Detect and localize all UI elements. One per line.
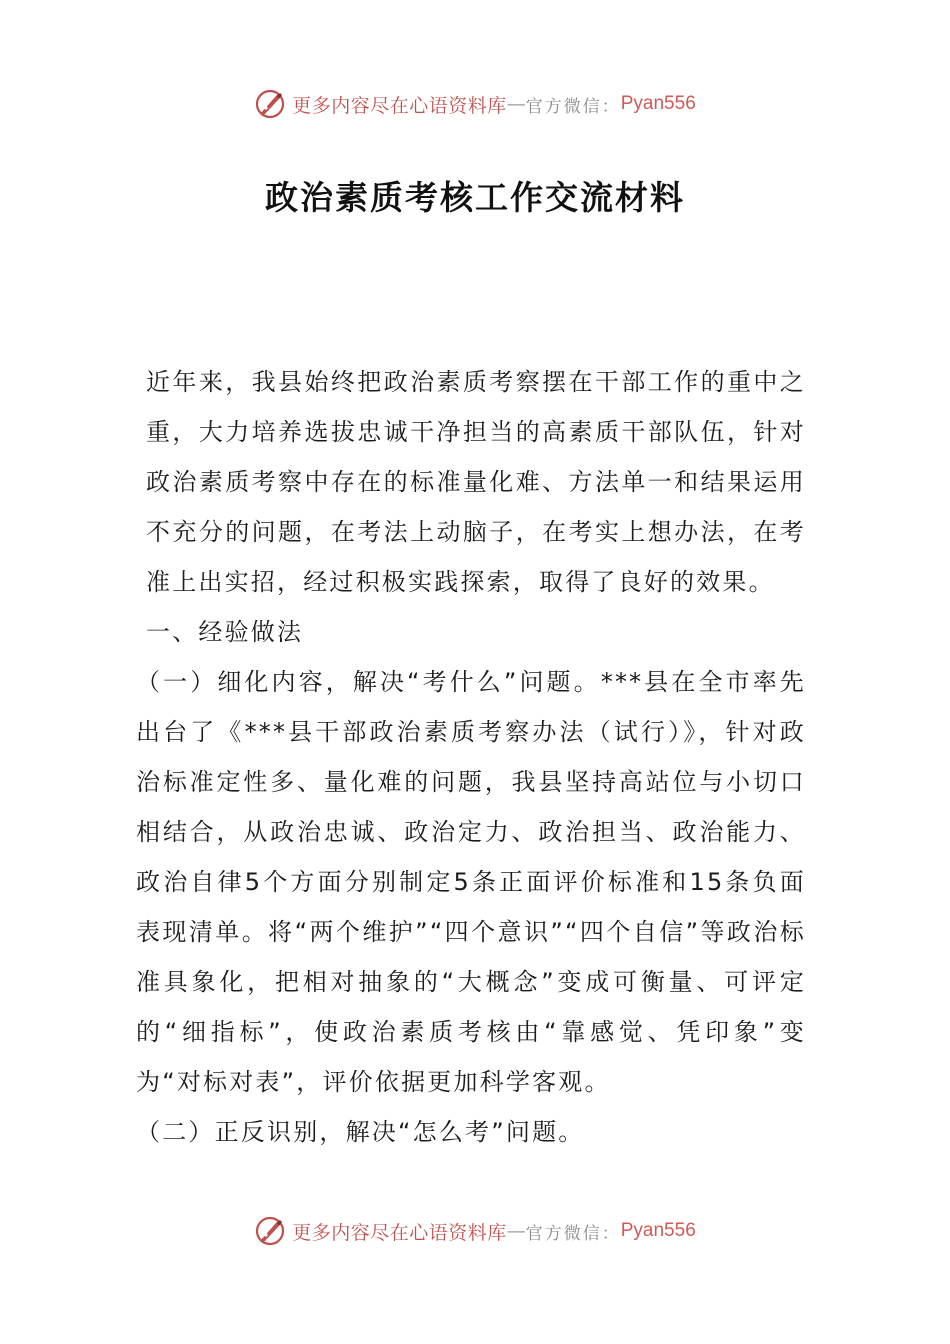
banner-brand-text: 更多内容尽在心语资料库	[292, 1221, 507, 1244]
document-body	[136, 357, 806, 1157]
banner-official-label: 官方微信：	[525, 96, 621, 117]
pen-logo-icon	[254, 88, 286, 120]
item-paragraph-2: （二）正反识别，解决“怎么考”问题。	[136, 1118, 585, 1146]
banner-separator: —	[506, 1220, 526, 1242]
intro-paragraph: 近年来，我县始终把政治素质考察摆在干部工作的重中之重，大力培养选拔忠诚干净担当的高素质干部队伍，针对政治素质考察中存在的标准量化难、方法单一和结果运用不充分的问题，在考法上动脑子，在考实上想办法，在考准上出实招，经过积极实践探索，取得了良好的效果。	[146, 368, 806, 596]
item-paragraph-1: （一）细化内容，解决“考什么”问题。***县在全市率先出台了《***县干部政治素质考察办法（试行）》，针对政治标准定性多、量化难的问题，我县坚持高站位与小切口相结合，从政治忠诚、政治定力、政治担当、政治能力、政治自律5个方面分别制定5条正面评价标准和15条负面表现清单。将“两个维护”“四个意识”“四个自信”等政治标准具象化，把相对抽象的“大概念”变成可衡量、可评定的“细指标”，使政治素质考核由“靠感觉、凭印象”变为“对标对表”，评价依据更加科学客观。	[136, 668, 806, 1096]
footer-banner	[0, 1211, 950, 1251]
header-banner	[0, 84, 950, 124]
banner-wechat-id: Pyan556	[620, 93, 696, 114]
banner-separator: —	[506, 93, 526, 115]
pen-logo-icon	[254, 1215, 286, 1247]
banner-official-label: 官方微信：	[525, 1223, 621, 1244]
banner-brand-text: 更多内容尽在心语资料库	[292, 94, 507, 117]
banner-wechat-id: Pyan556	[620, 1220, 696, 1241]
section-heading: 一、经验做法	[146, 618, 304, 646]
document-title: 政治素质考核工作交流材料	[265, 178, 685, 217]
